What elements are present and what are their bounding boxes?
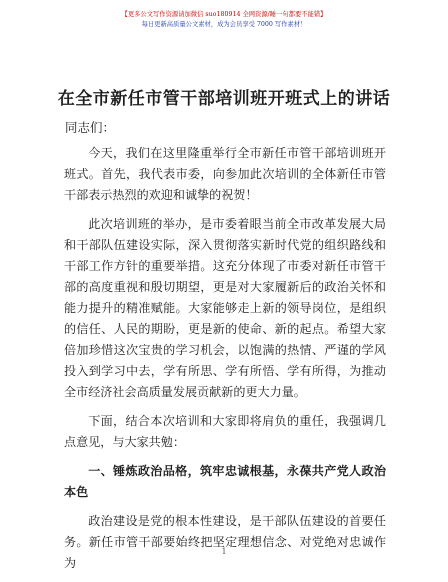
promo-banner [0, 10, 448, 30]
salutation: 同志们： [65, 120, 116, 135]
document-body [64, 143, 386, 582]
paragraph-section-1: 政治建设是党的根本性建设，是干部队伍建设的首要任务。新任市管干部要始终把坚定理想信念、对党绝对忠诚作为 [64, 514, 386, 570]
promo-banner-line-1: 【更多公文写作资源请加微信 suo180914 全网资源/睡一句都要不能错】 [121, 11, 327, 18]
document-title: 在全市新任市管干部培训班开班式上的讲话 [57, 89, 391, 109]
paragraph-opening: 今天，我们在这里隆重举行全市新任市管干部培训班开班式。首先，我代表市委，向参加此次培训的全体新任市管干部表示热烈的欢迎和诚挚的祝贺！ [64, 146, 386, 202]
paragraph-background: 此次培训班的举办，是市委着眼当前全市改革发展大局和干部队伍建设实际，深入贯彻落实新时代党的组织路线和干部工作方针的重要举措。这充分体现了市委对新任市管干部的高度重视和殷切期望，更是对大家履新后的政治关怀和能力提升的精准赋能。大家能够走上新的领导岗位，是组织的信任、人民的期盼，更是新的使命、新的起点。希望大家倍加珍惜这次宝贵的学习机会，以饱满的热情、严谨的学风投入到学习中去，学有所思、学有所悟、学有所得，为推动全市经济社会高质量发展贡献新的更大力量。 [64, 217, 386, 399]
promo-banner-line-2: 每日更新高质量公文素材，成为会员享受 7000 写作素材！ [141, 21, 307, 28]
page-number: 1 [221, 547, 227, 556]
paragraph-transition: 下面，结合本次培训和大家即将肩负的重任，我强调几点意见，与大家共勉： [64, 414, 386, 449]
section-heading-1: 一、锤炼政治品格，筑牢忠诚根基，永葆共产党人政治本色 [64, 464, 386, 499]
